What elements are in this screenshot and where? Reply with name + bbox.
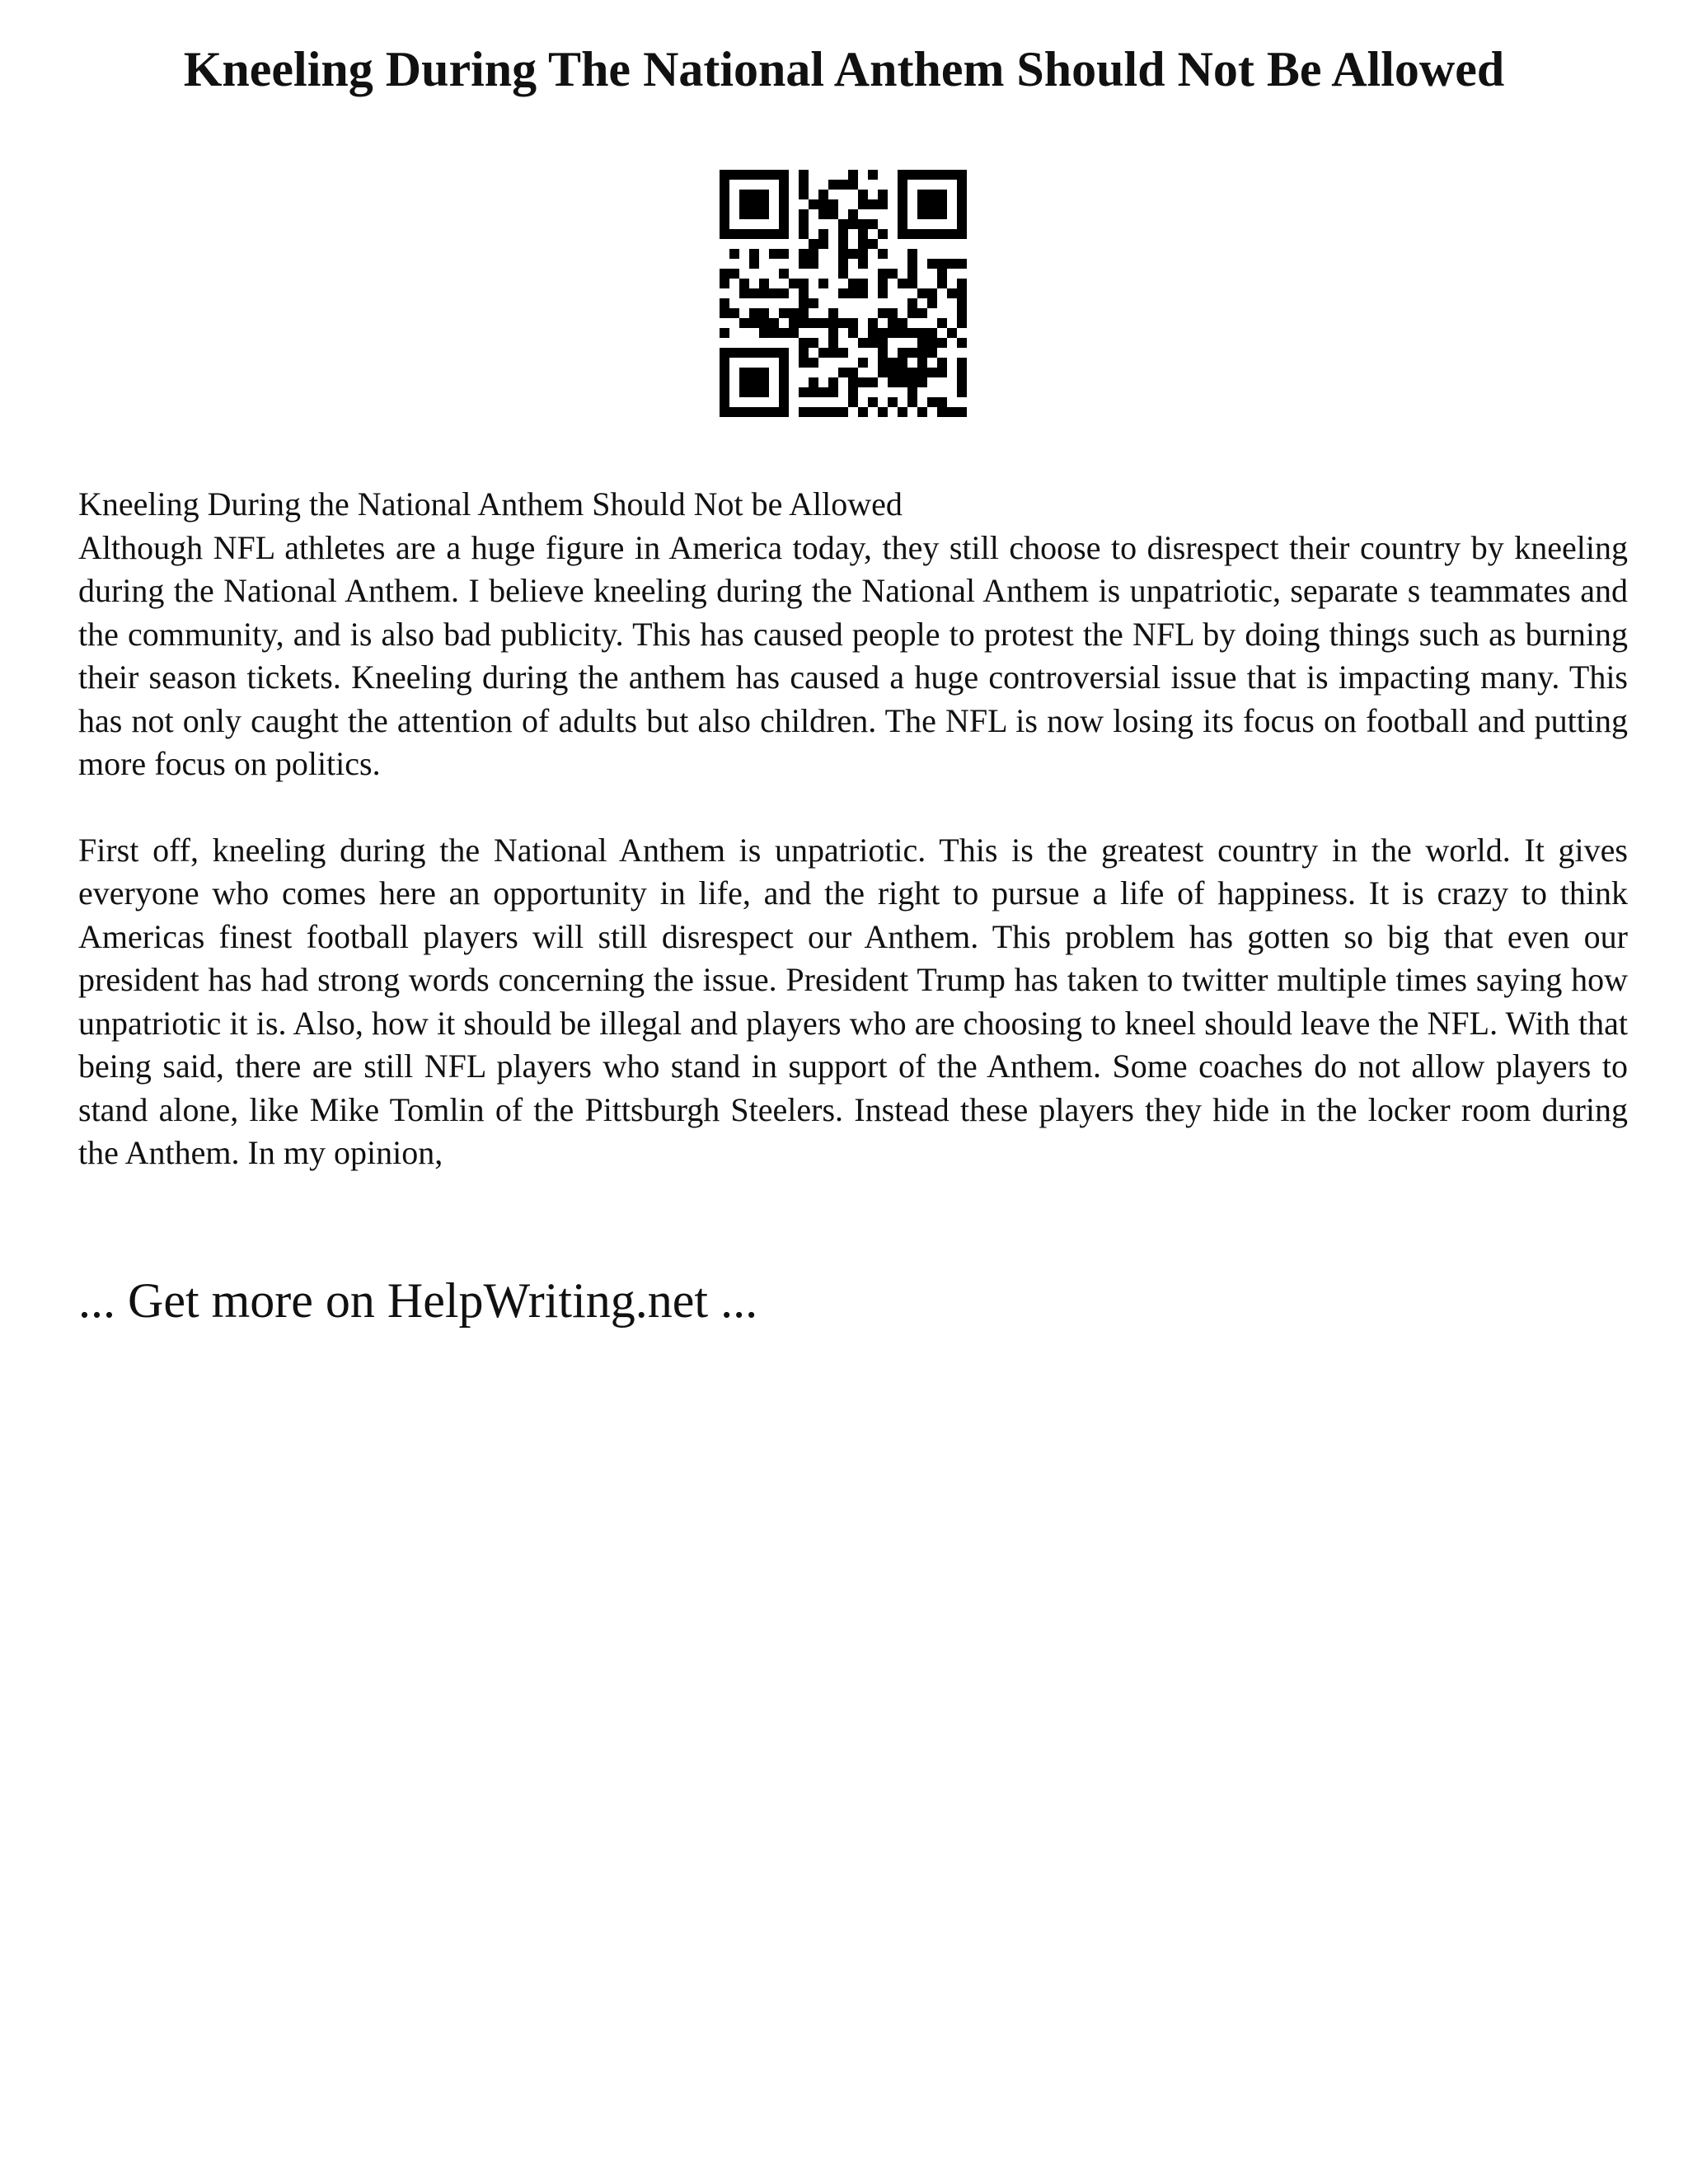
- essay-paragraph-2: First off, kneeling during the National Anthem is unpatriotic. This is the greatest country in the world. It gives everyone who comes here an opportunity in life, and the right to pursue a life of happiness. It is crazy to think Americas finest football players will still disrespect our Anthem. This problem has gotten so big that even our president has had strong words concerning the issue. President Trump has taken to twitter multiple times saying how unpatriotic it is. Also, how it should be illegal and players who are choosing to kneel should leave the NFL. With that being said, there are still NFL players who stand in support of the Anthem. Some coaches do not allow players to stand alone, like Mike Tomlin of the Pittsburgh Steelers. Instead these players they hide in the locker room during the Anthem. In my opinion,: [78, 831, 1628, 1171]
- get-more-link[interactable]: ... Get more on HelpWriting.net ...: [78, 1273, 758, 1328]
- essay-body: [78, 483, 1628, 1175]
- essay-subtitle: Kneeling During the National Anthem Should Not be Allowed: [78, 485, 903, 523]
- document-title: Kneeling During The National Anthem Should Not Be Allowed: [183, 42, 1505, 96]
- essay-paragraph-1: Although NFL athletes are a huge figure in America today, they still choose to disrespect their country by kneeling during the National Anthem. I believe kneeling during the National Anthem is unpatriotic, separate s teammates and the community, and is also bad publicity. This has caused people to protest the NFL by doing things such as burning their season tickets. Kneeling during the anthem has caused a huge controversial issue that is impacting many. This has not only caught the attention of adults but also children. The NFL is now losing its focus on football and putting more focus on politics.: [78, 528, 1628, 782]
- qr-code-icon: [720, 170, 967, 417]
